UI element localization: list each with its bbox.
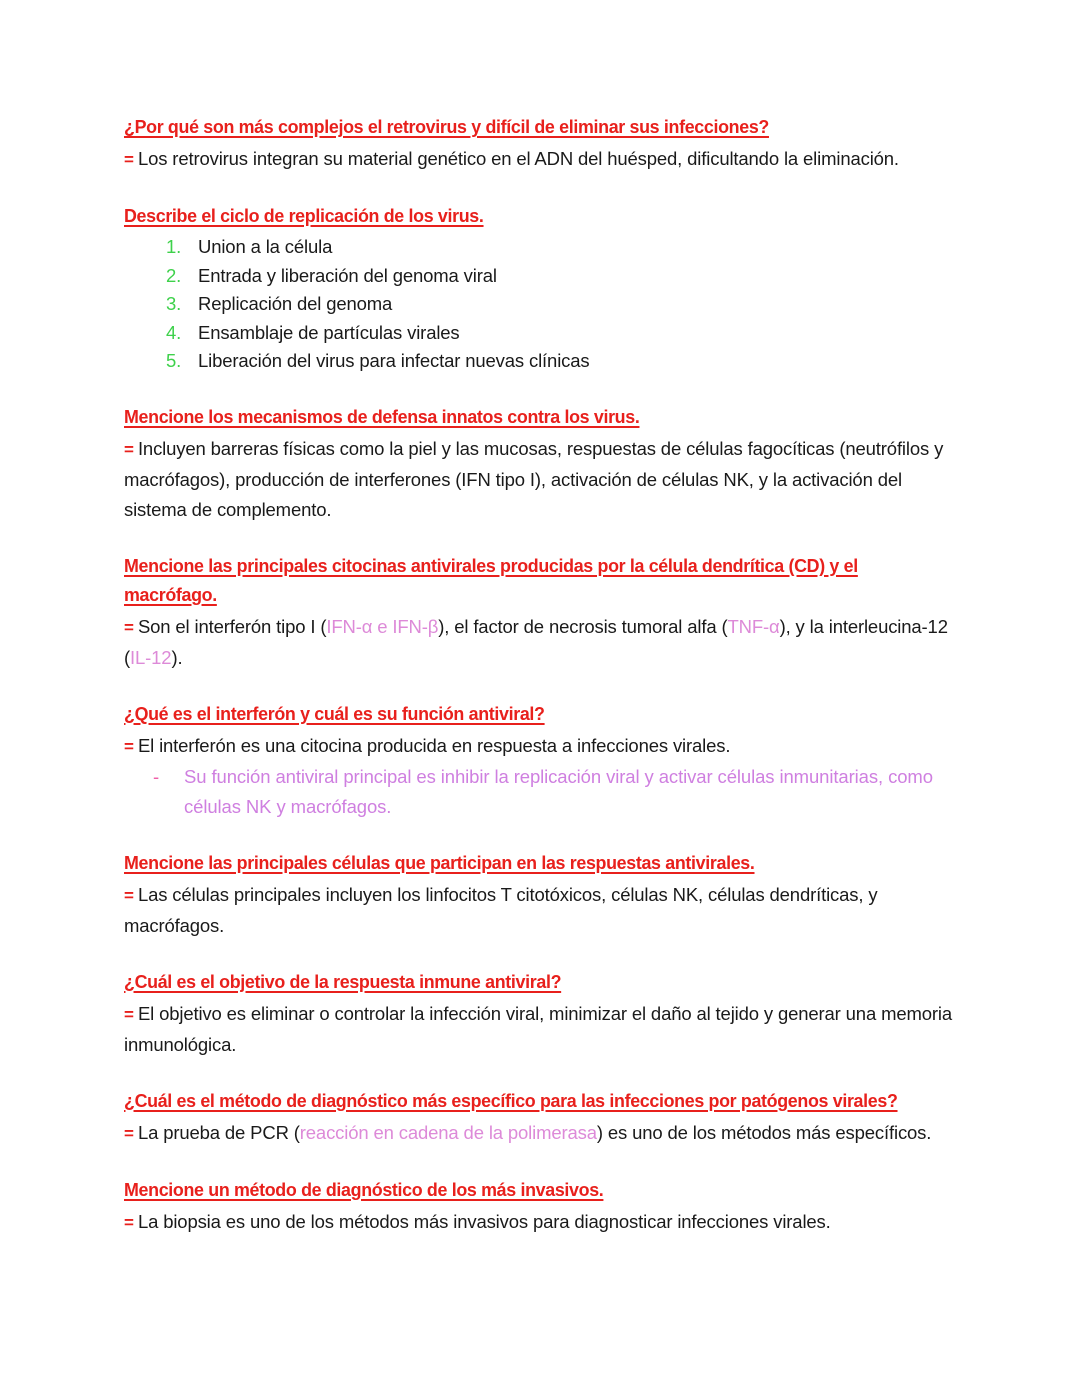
- list-item: Union a la célula: [198, 236, 333, 257]
- highlighted-term: IFN-α e IFN-β: [326, 615, 439, 637]
- answer-text: ), y la interleucina-12 (: [124, 615, 948, 668]
- question-heading: Mencione las principales células que participan en las respuestas antivirales.: [124, 851, 755, 873]
- highlighted-term: IL-12: [130, 646, 172, 668]
- qa-section-defensa-innata: [124, 402, 964, 525]
- qa-section-ciclo-replicacion: [124, 201, 964, 376]
- answer-marker-icon: =: [124, 617, 134, 637]
- qa-section-interferon: [124, 699, 964, 822]
- answer-text: ).: [171, 646, 183, 668]
- highlighted-term: reacción en cadena de la polimerasa: [299, 1121, 597, 1143]
- qa-section-diagnostico-especifico: [124, 1086, 964, 1149]
- answer-text: La biopsia es uno de los métodos más invasivos para diagnosticar infecciones virales.: [137, 1210, 831, 1232]
- answer-marker-icon: =: [124, 150, 134, 169]
- question-heading: ¿Por qué son más complejos el retrovirus y difícil de eliminar sus infecciones?: [124, 116, 769, 137]
- dash-sub-list: [124, 762, 964, 822]
- answer-marker-icon: =: [124, 439, 134, 459]
- answer-paragraph: [124, 999, 964, 1060]
- question-heading: ¿Cuál es el objetivo de la respuesta inmune antiviral?: [124, 970, 562, 992]
- answer-text: El interferón es una citocina producida en respuesta a infecciones virales.: [137, 734, 731, 756]
- answer-marker-icon: =: [124, 1123, 134, 1143]
- answer-paragraph: [124, 144, 964, 175]
- answer-text: El objetivo es eliminar o controlar la infección viral, minimizar el daño al tejido y generar una memoria inmunológica.: [124, 1002, 952, 1055]
- answer-text: ), el factor de necrosis tumoral alfa (: [438, 615, 728, 637]
- answer-paragraph: [124, 612, 964, 673]
- document-body: [124, 112, 964, 1238]
- answer-text: Son el interferón tipo I (: [137, 615, 327, 637]
- list-item: Liberación del virus para infectar nuevas clínicas: [198, 350, 590, 371]
- question-heading: Mencione las principales citocinas antivirales producidas por la célula dendrítica (CD) y el macrófago.: [124, 554, 858, 605]
- answer-text: ) es uno de los métodos más específicos.: [596, 1121, 932, 1143]
- answer-paragraph: [124, 731, 964, 762]
- question-heading: ¿Cuál es el método de diagnóstico más específico para las infecciones por patógenos virales?: [124, 1089, 898, 1111]
- qa-section-retrovirus: [124, 112, 964, 175]
- answer-marker-icon: =: [124, 736, 134, 756]
- answer-paragraph: [124, 1207, 964, 1238]
- list-item: Ensamblaje de partículas virales: [198, 321, 460, 343]
- qa-section-diagnostico-invasivo: [124, 1175, 964, 1238]
- qa-section-objetivo-respuesta: [124, 967, 964, 1060]
- answer-text: Las células principales incluyen los linfocitos T citotóxicos, células NK, células dendríticas, y macrófagos.: [124, 883, 878, 936]
- list-item: Replicación del genoma: [198, 293, 393, 314]
- answer-marker-icon: =: [124, 1212, 134, 1232]
- qa-section-celulas-antivirales: [124, 848, 964, 941]
- answer-text: Incluyen barreras físicas como la piel y las mucosas, respuestas de células fagocíticas (neutrófilos y macrófagos), producción de interferones (IFN tipo I), activación de células NK, y la activación del sistema de complemento.: [124, 437, 944, 520]
- question-heading: Mencione un método de diagnóstico de los más invasivos.: [124, 1178, 604, 1200]
- question-heading: Describe el ciclo de replicación de los virus.: [124, 205, 484, 226]
- list-item: - Su función antiviral principal es inhibir la replicación viral y activar células inmunitarias, como células NK y macrófagos.: [184, 762, 964, 822]
- highlighted-term: TNF-α: [727, 615, 780, 637]
- answer-paragraph: [124, 880, 964, 941]
- answer-marker-icon: =: [124, 885, 134, 905]
- qa-section-citocinas-antivirales: [124, 551, 964, 673]
- answer-marker-icon: =: [124, 1004, 134, 1024]
- question-heading: ¿Qué es el interferón y cuál es su función antiviral?: [124, 702, 545, 724]
- numbered-list: [124, 233, 964, 376]
- list-item: Entrada y liberación del genoma viral: [198, 264, 497, 286]
- answer-paragraph: [124, 434, 964, 525]
- answer-paragraph: [124, 1118, 964, 1149]
- question-heading: Mencione los mecanismos de defensa innatos contra los virus.: [124, 405, 640, 427]
- answer-text: Los retrovirus integran su material genético en el ADN del huésped, dificultando la eliminación.: [137, 148, 899, 169]
- answer-text: La prueba de PCR (: [137, 1121, 300, 1143]
